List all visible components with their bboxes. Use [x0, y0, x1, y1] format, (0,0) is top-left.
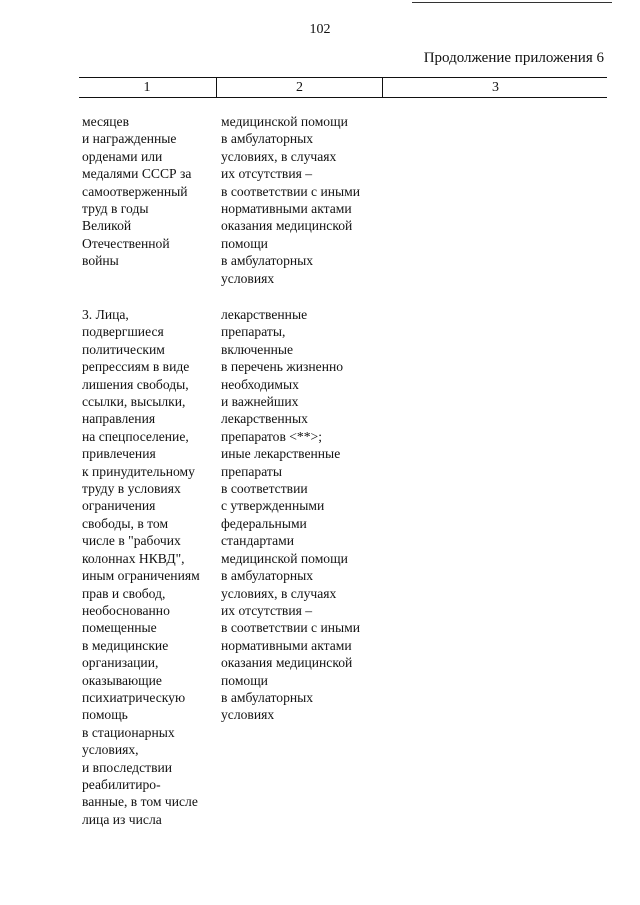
- cell-line: ванные, в том числе: [82, 794, 198, 810]
- cell-line: психиатрическую: [82, 689, 186, 705]
- cell-line: условиях: [221, 270, 275, 286]
- cell-line: в перечень жизненно: [221, 359, 344, 375]
- cell-line: помощи: [221, 235, 268, 251]
- cell-line: иным ограничениям: [82, 568, 200, 584]
- cell-line: в амбулаторных: [221, 689, 314, 705]
- cell-line: труд в годы: [82, 201, 149, 217]
- cell-line: ссылки, высылки,: [82, 394, 186, 410]
- cell-line: оказания медицинской: [221, 655, 353, 671]
- cell-line: и важнейших: [221, 394, 299, 410]
- cell-line: помощь: [82, 707, 128, 723]
- cell-line: медицинской помощи: [221, 114, 348, 129]
- cell-line: реабилитиро-: [82, 776, 161, 792]
- cell-line: необходимых: [221, 376, 299, 392]
- cell-line: направления: [82, 411, 156, 427]
- cell-line: нормативными актами: [221, 201, 352, 217]
- cell-line: войны: [82, 253, 119, 269]
- cell-line: организации,: [82, 655, 159, 671]
- cell-line: репрессиям в виде: [82, 359, 190, 375]
- cell-line: помещенные: [82, 620, 157, 636]
- cell-line: нормативными актами: [221, 637, 352, 653]
- cell-line: на спецпоселение,: [82, 428, 189, 444]
- cell-line: условиях, в случаях: [221, 148, 337, 164]
- cell-line: медицинской помощи: [221, 550, 348, 566]
- cell-line: их отсутствия –: [221, 166, 313, 182]
- row-2-col-2: [221, 306, 360, 724]
- cell-line: Великой: [82, 218, 132, 234]
- cell-line: иные лекарственные: [221, 446, 341, 462]
- cell-line: лекарственные: [221, 307, 308, 322]
- cell-line: политическим: [82, 341, 165, 357]
- cell-line: условиях,: [82, 742, 139, 758]
- cell-line: колоннах НКВД",: [82, 550, 185, 566]
- cell-line: лекарственных: [221, 411, 308, 427]
- cell-line: лица из числа: [82, 811, 162, 827]
- row-1-col-2: [221, 113, 360, 287]
- cell-line: необоснованно: [82, 602, 170, 618]
- cell-line: числе в "рабочих: [82, 533, 181, 549]
- cell-line: в амбулаторных: [221, 131, 314, 147]
- cell-line: самоотверженный: [82, 183, 188, 199]
- cell-line: оказывающие: [82, 672, 162, 688]
- cell-line: их отсутствия –: [221, 602, 313, 618]
- cell-line: условиях: [221, 707, 275, 723]
- column-header-2: 2: [216, 78, 382, 97]
- page-number: 102: [309, 22, 331, 37]
- cell-line: месяцев: [82, 114, 129, 129]
- cell-line: прав и свобод,: [82, 585, 166, 601]
- cell-line: ограничения: [82, 498, 156, 514]
- cell-line: в стационарных: [82, 724, 175, 740]
- cell-line: в амбулаторных: [221, 253, 314, 269]
- cell-line: в соответствии с иными: [221, 183, 361, 199]
- cell-line: подвергшиеся: [82, 324, 164, 340]
- cell-line: стандартами: [221, 533, 295, 549]
- column-header-1: 1: [143, 80, 151, 95]
- cell-line: включенные: [221, 341, 294, 357]
- cell-line: 3. Лица,: [82, 307, 129, 322]
- row-1-col-1: [82, 113, 191, 270]
- cell-line: и награжденные: [82, 131, 177, 147]
- cell-line: условиях, в случаях: [221, 585, 337, 601]
- cell-line: свободы, в том: [82, 515, 169, 531]
- cell-line: в амбулаторных: [221, 568, 314, 584]
- cell-line: оказания медицинской: [221, 218, 353, 234]
- top-rule: [412, 2, 612, 3]
- cell-line: орденами или: [82, 148, 163, 164]
- cell-line: Отечественной: [82, 235, 170, 251]
- cell-line: помощи: [221, 672, 268, 688]
- cell-line: привлечения: [82, 446, 156, 462]
- cell-line: федеральными: [221, 515, 307, 531]
- column-header-3: 3: [382, 78, 608, 97]
- table-header-row: [79, 77, 607, 98]
- cell-line: препаратов <**>;: [221, 428, 322, 444]
- row-2-col-1: [82, 306, 200, 828]
- cell-line: препараты,: [221, 324, 286, 340]
- continuation-label: Продолжение приложения 6: [423, 50, 604, 66]
- cell-line: с утвержденными: [221, 498, 325, 514]
- cell-line: в медицинские: [82, 637, 169, 653]
- cell-line: препараты: [221, 463, 282, 479]
- cell-line: труду в условиях: [82, 481, 181, 497]
- cell-line: медалями СССР за: [82, 166, 192, 182]
- cell-line: к принудительному: [82, 463, 195, 479]
- cell-line: в соответствии с иными: [221, 620, 361, 636]
- cell-line: и впоследствии: [82, 759, 173, 775]
- cell-line: лишения свободы,: [82, 376, 189, 392]
- cell-line: в соответствии: [221, 481, 308, 497]
